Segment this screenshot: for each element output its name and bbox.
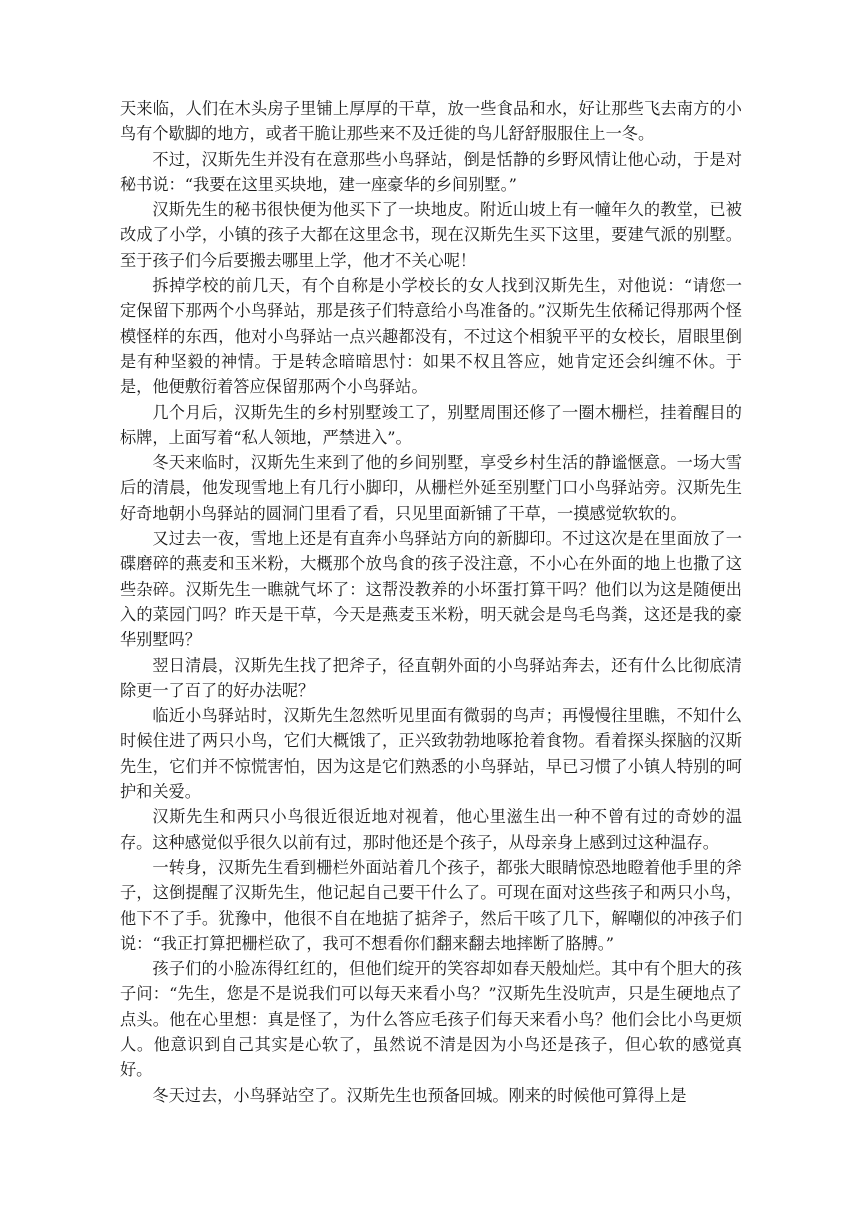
paragraph-6: 冬天来临时，汉斯先生来到了他的乡间别墅，享受乡村生活的静谧惬意。一场大雪后的清晨，他发现雪地上有几行小脚印，从栅栏外延至别墅门口小鸟驿站旁。汉斯先生好奇地朝小鸟驿站的圆洞门里看了看，只见里面新铺了干草，一摸感觉软软的。 xyxy=(120,453,742,523)
paragraph-4: 拆掉学校的前几天，有个自称是小学校长的女人找到汉斯先生，对他说：“请您一定保留下那两个小鸟驿站，那是孩子们特意给小鸟准备的。”汉斯先生依稀记得那两个怪模怪样的东西，他对小鸟驿站一点兴趣都没有，不过这个相貌平平的女校长，眉眼里倒是有种坚毅的神情。于是转念暗暗思忖：如果不权且答应，她肯定还会纠缠不休。于是，他便敷衍着答应保留那两个小鸟驿站。 xyxy=(120,276,742,397)
paragraph-9: 临近小鸟驿站时，汉斯先生忽然听见里面有微弱的鸟声；再慢慢往里瞧，不知什么时候住进了两只小鸟，它们大概饿了，正兴致勃勃地啄抢着食物。看着探头探脑的汉斯先生，它们并不惊慌害怕，因为这是它们熟悉的小鸟驿站，早已习惯了小镇人特别的呵护和关爱。 xyxy=(120,706,742,802)
paragraph-5: 几个月后，汉斯先生的乡村别墅竣工了，别墅周围还修了一圈木栅栏，挂着醒目的标牌，上面写着“私人领地，严禁进入”。 xyxy=(120,402,742,447)
paragraph-10: 汉斯先生和两只小鸟很近很近地对视着，他心里滋生出一种不曾有过的奇妙的温存。这种感觉似乎很久以前有过，那时他还是个孩子，从母亲身上感到过这种温存。 xyxy=(120,807,742,852)
paragraph-7: 又过去一夜，雪地上还是有直奔小鸟驿站方向的新脚印。不过这次是在里面放了一碟磨碎的燕麦和玉米粉，大概那个放鸟食的孩子没注意，不小心在外面的地上也撒了这些杂碎。汉斯先生一瞧就气坏了：这帮没教养的小坏蛋打算干吗？他们以为这是随便出入的菜园门吗？昨天是干草，今天是燕麦玉米粉，明天就会是鸟毛鸟粪，这还是我的豪华别墅吗？ xyxy=(120,529,742,650)
paragraph-2: 不过，汉斯先生并没有在意那些小鸟驿站，倒是恬静的乡野风情让他心动，于是对秘书说：“我要在这里买块地，建一座豪华的乡间别墅。” xyxy=(120,149,742,194)
paragraph-13: 冬天过去，小鸟驿站空了。汉斯先生也预备回城。刚来的时候他可算得上是 xyxy=(152,1085,687,1105)
paragraph-1: 天来临，人们在木头房子里铺上厚厚的干草，放一些食品和水，好让那些飞去南方的小鸟有个歇脚的地方，或者干脆让那些来不及迁徙的鸟儿舒舒服服住上一冬。 xyxy=(120,99,742,144)
paragraph-8: 翌日清晨，汉斯先生找了把斧子，径直朝外面的小鸟驿站奔去，还有什么比彻底清除更一了百了的好办法呢？ xyxy=(120,655,742,700)
paragraph-11: 一转身，汉斯先生看到栅栏外面站着几个孩子，都张大眼睛惊恐地瞪着他手里的斧子，这倒提醒了汉斯先生，他记起自己要干什么了。可现在面对这些孩子和两只小鸟，他下不了手。犹豫中，他很不自在地掂了掂斧子，然后干咳了几下，解嘲似的冲孩子们说：“我正打算把栅栏砍了，我可不想看你们翻来翻去地摔断了胳膊。” xyxy=(120,857,742,953)
document-page xyxy=(120,96,742,1108)
paragraph-3: 汉斯先生的秘书很快便为他买下了一块地皮。附近山坡上有一幢年久的教堂，已被改成了小学，小镇的孩子大都在这里念书，现在汉斯先生买下这里，要建气派的别墅。至于孩子们今后要搬去哪里上学，他才不关心呢！ xyxy=(120,200,742,270)
paragraph-12: 孩子们的小脸冻得红红的，但他们绽开的笑容却如春天般灿烂。其中有个胆大的孩子问：“先生，您是不是说我们可以每天来看小鸟？”汉斯先生没吭声，只是生硬地点了点头。他在心里想：真是怪了，为什么答应毛孩子们每天来看小鸟？他们会比小鸟更烦人。他意识到自己其实是心软了，虽然说不清是因为小鸟还是孩子，但心软的感觉真好。 xyxy=(120,959,742,1080)
